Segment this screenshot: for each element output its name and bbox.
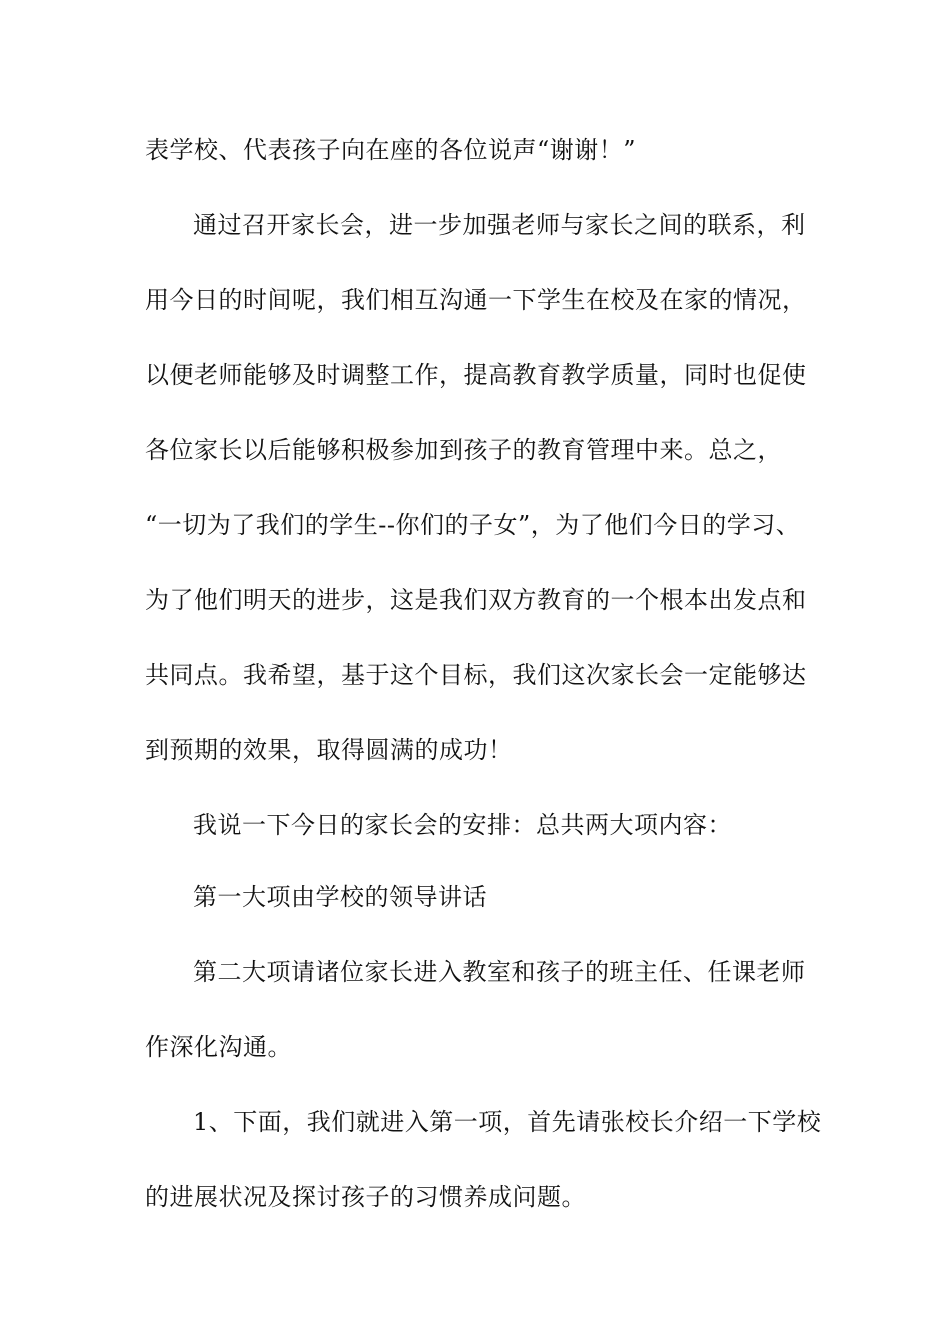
text-line-14: 1、下面，我们就进入第一项，首先请张校长介绍一下学校 <box>193 1108 822 1136</box>
text-line-11: 第一大项由学校的领导讲话 <box>193 883 487 911</box>
text-line-5: 各位家长以后能够积极参加到孩子的教育管理中来。总之， <box>145 436 782 464</box>
text-line-4: 以便老师能够及时调整工作，提高教育教学质量，同时也促使 <box>145 361 807 389</box>
text-line-10: 我说一下今日的家长会的安排：总共两大项内容： <box>193 811 732 839</box>
text-line-1: 表学校、代表孩子向在座的各位说声“谢谢！” <box>145 136 637 164</box>
text-line-9: 到预期的效果，取得圆满的成功！ <box>145 736 513 764</box>
text-line-15: 的进展状况及探讨孩子的习惯养成问题。 <box>145 1183 586 1211</box>
text-line-7: 为了他们明天的进步，这是我们双方教育的一个根本出发点和 <box>145 586 807 614</box>
text-line-8: 共同点。我希望，基于这个目标，我们这次家长会一定能够达 <box>145 661 807 689</box>
text-line-2: 通过召开家长会，进一步加强老师与家长之间的联系，利 <box>193 211 806 239</box>
text-line-6: “一切为了我们的学生--你们的子女”，为了他们今日的学习、 <box>145 511 801 539</box>
text-line-13: 作深化沟通。 <box>145 1033 292 1061</box>
text-line-3: 用今日的时间呢，我们相互沟通一下学生在校及在家的情况， <box>145 286 807 314</box>
text-line-12: 第二大项请诸位家长进入教室和孩子的班主任、任课老师 <box>193 958 806 986</box>
